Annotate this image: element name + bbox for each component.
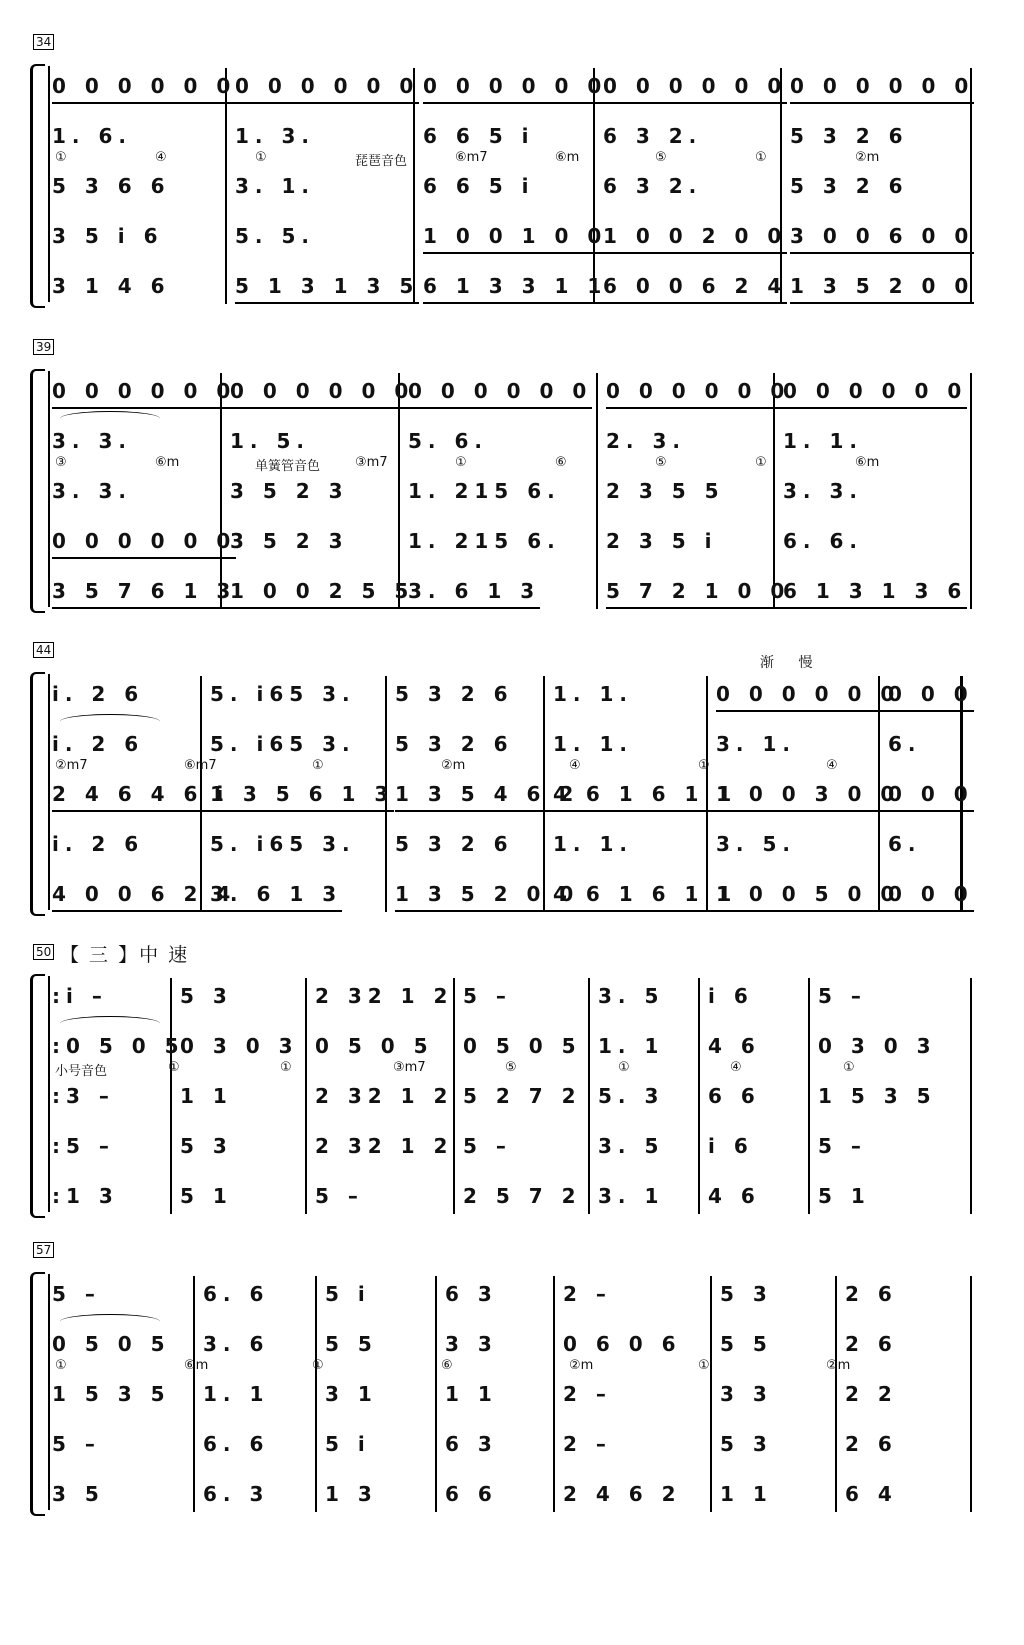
system-bracket [30, 64, 45, 308]
measure-notes: 1 1 [445, 1382, 498, 1406]
measure-notes: 6 6 5 i [423, 124, 535, 148]
measure-notes: 0 6 0 6 [563, 1332, 682, 1356]
measure-notes: 1. 1. [553, 682, 633, 706]
staff-row [52, 379, 980, 407]
measure-notes: 3. 6 1 3 [210, 882, 342, 912]
measure-notes: 3. 1. [716, 732, 796, 756]
measure-notes: 1 5 3 5 [818, 1084, 937, 1108]
chord-annotation: 单簧管音色 [255, 459, 321, 474]
staff-row [52, 124, 980, 152]
measure-notes: 1 0 0 5 0 0 [716, 882, 900, 912]
measure-notes: 3 5 i 6 [52, 224, 164, 248]
system-bracket [30, 974, 45, 1218]
measure-notes: 5 – [315, 1184, 364, 1208]
staff-row [52, 882, 980, 910]
measure-notes: 3. 1 [598, 1184, 665, 1208]
system-bracket [30, 1272, 45, 1516]
system-barline-start [48, 371, 50, 607]
measure-notes: 2 – [563, 1282, 612, 1306]
measure-notes: 3 5 2 3 [230, 479, 349, 503]
measure-notes: 3. 6 [203, 1332, 270, 1356]
measure-notes: 3. 5 [598, 1134, 665, 1158]
measure-number: 39 [33, 339, 54, 355]
measure-notes: 5. i65 3. [210, 732, 356, 756]
score-system [0, 340, 1024, 625]
staff-row [52, 984, 980, 1012]
chord-annotation: ① [618, 1060, 630, 1075]
system-barline-start [48, 674, 50, 910]
chord-annotation: ⑥ [555, 455, 567, 470]
measure-notes: 1 5 3 5 [52, 1382, 171, 1406]
measure-notes: 0 0 0 0 0 0 [52, 74, 236, 104]
measure-notes: :i – [52, 984, 108, 1008]
system-bracket [30, 672, 45, 916]
measure-notes: 1. 215 6. [408, 479, 561, 503]
measure-notes: 6. [888, 832, 922, 856]
measure-notes: 2 32 1 2 [315, 1084, 454, 1108]
measure-notes: 5 – [818, 984, 867, 1008]
measure-notes: 2 3 5 5 [606, 479, 725, 503]
system-bracket [30, 369, 45, 613]
measure-notes: 1 3 5 2 0 0 [790, 274, 974, 304]
chord-annotation: ① [255, 150, 267, 165]
measure-notes: 6 3 2. [603, 174, 703, 198]
staff-row [52, 1134, 980, 1162]
measure-notes: 2 5 7 2 [463, 1184, 582, 1208]
measure-notes: 5 1 3 1 3 5 [235, 274, 419, 304]
measure-notes: 3 0 0 6 0 0 [790, 224, 974, 254]
measure-notes: 3. 3. [52, 479, 132, 503]
staff-row [52, 429, 980, 457]
measure-notes: 1. 1. [553, 732, 633, 756]
measure-notes: 4 6 [708, 1034, 761, 1058]
measure-notes: 1. 1 [203, 1382, 270, 1406]
measure-notes: 1. 1 [598, 1034, 665, 1058]
chord-annotation: ① [312, 1358, 324, 1373]
measure-notes: 4 6 1 6 1 1 [553, 782, 737, 812]
chord-annotation: ① [755, 150, 767, 165]
measure-notes: 3 3 [445, 1332, 498, 1356]
slur [60, 1314, 160, 1329]
measure-notes: 6. [888, 732, 922, 756]
measure-notes: 3 3 [720, 1382, 773, 1406]
measure-notes: i 6 [708, 1134, 754, 1158]
measure-notes: 3 5 [52, 1482, 105, 1506]
staff-row [52, 1034, 980, 1062]
tempo-marking: 渐 慢 [760, 655, 823, 671]
measure-notes: 1 1 [720, 1482, 773, 1506]
chord-annotation: ③m7 [393, 1060, 426, 1075]
staff-row [52, 782, 980, 810]
staff-row [52, 1482, 980, 1510]
staff-row [52, 1432, 980, 1460]
measure-notes: 5 i [325, 1432, 371, 1456]
measure-notes: 1 1 [180, 1084, 233, 1108]
measure-notes: 1. 5. [230, 429, 310, 453]
measure-notes: 3 5 2 3 [230, 529, 349, 553]
measure-notes: 0 0 0 0 0 0 [52, 529, 236, 559]
measure-notes: 5 3 2 6 [395, 682, 514, 706]
system-barline-start [48, 1274, 50, 1510]
staff-row [52, 274, 980, 302]
measure-notes: 5 – [52, 1282, 101, 1306]
measure-notes: 6 3 [445, 1282, 498, 1306]
measure-notes: 5. i65 3. [210, 682, 356, 706]
chord-annotation: ②m [441, 758, 466, 773]
chord-annotation: ②m7 [55, 758, 88, 773]
measure-notes: 2 32 1 2 [315, 984, 454, 1008]
measure-notes: 0 0 0 0 0 0 [408, 379, 592, 409]
measure-notes: 3. 5. [716, 832, 796, 856]
chord-annotation: ① [455, 455, 467, 470]
chord-annotation: ④ [155, 150, 167, 165]
measure-notes: 5 2 7 2 [463, 1084, 582, 1108]
measure-notes: 5 1 [180, 1184, 233, 1208]
measure-notes: 6 4 [845, 1482, 898, 1506]
chord-annotation: ②m [826, 1358, 851, 1373]
measure-notes: 0 5 0 5 [52, 1332, 171, 1356]
staff-row [52, 1332, 980, 1360]
measure-notes: 1. 1. [783, 429, 863, 453]
measure-notes: 5 7 2 1 0 0 [606, 579, 790, 609]
measure-notes: 1 0 0 2 0 0 [603, 224, 787, 254]
chord-annotation: ⑥m [555, 150, 580, 165]
measure-notes: 6 3 2. [603, 124, 703, 148]
chord-annotation: ① [280, 1060, 292, 1075]
staff-row [52, 529, 980, 557]
measure-notes: 4 0 0 6 2 4 [52, 882, 236, 912]
measure-notes: 6. 6 [203, 1282, 270, 1306]
staff-row [52, 1282, 980, 1310]
staff-row [52, 174, 980, 202]
measure-notes: :0 5 0 5 [52, 1034, 185, 1058]
score-system [0, 1243, 1024, 1528]
measure-notes: 5 3 2 6 [790, 124, 909, 148]
measure-notes: 5 3 [720, 1432, 773, 1456]
measure-notes: 3. 6 1 3 [408, 579, 540, 609]
measure-notes: 0 0 0 [888, 682, 974, 712]
chord-annotation: ⑤ [655, 455, 667, 470]
measure-notes: 6. 6. [783, 529, 863, 553]
chord-annotation: ④ [569, 758, 581, 773]
measure-notes: 5 5 [325, 1332, 378, 1356]
chord-annotation: ⑤ [505, 1060, 517, 1075]
measure-notes: 5 – [463, 1134, 512, 1158]
chord-annotation: ③m7 [355, 455, 388, 470]
measure-notes: 5. i65 3. [210, 832, 356, 856]
measure-notes: 3. 3. [52, 429, 132, 453]
chord-annotation: ⑥m7 [455, 150, 488, 165]
chord-annotation: ① [55, 1358, 67, 1373]
measure-notes: 0 5 0 5 [463, 1034, 582, 1058]
measure-notes: 1 0 0 3 0 0 [716, 782, 900, 812]
chord-annotation: ⑥m [155, 455, 180, 470]
measure-notes: 2 – [563, 1382, 612, 1406]
system-barline-start [48, 66, 50, 302]
chord-annotation: ⑥ [441, 1358, 453, 1373]
staff-row [52, 682, 980, 710]
slur [60, 411, 160, 426]
measure-notes: 1. 3. [235, 124, 315, 148]
measure-notes: 2. 3. [606, 429, 686, 453]
measure-notes: 3. 5 [598, 984, 665, 1008]
measure-notes: 5 i [325, 1282, 371, 1306]
system-barline-start [48, 976, 50, 1212]
measure-notes: 0 0 0 0 0 0 [783, 379, 967, 409]
measure-notes: 2 – [563, 1432, 612, 1456]
chord-annotation: ⑥m [184, 1358, 209, 1373]
measure-notes: 4 6 [708, 1184, 761, 1208]
measure-notes: 0 3 0 3 [818, 1034, 937, 1058]
measure-notes: 0 0 0 [888, 882, 974, 912]
measure-notes: i. 2 6 [52, 732, 145, 756]
measure-notes: :1 3 [52, 1184, 119, 1208]
measure-notes: 0 3 0 3 [180, 1034, 299, 1058]
measure-notes: 1 3 5 2 0 0 [395, 882, 579, 912]
measure-notes: 5 – [52, 1432, 101, 1456]
measure-notes: 2 6 [845, 1432, 898, 1456]
measure-notes: 6 6 [708, 1084, 761, 1108]
score-system [0, 35, 1024, 320]
measure-notes: 0 0 0 0 0 0 [423, 74, 607, 104]
measure-number: 34 [33, 34, 54, 50]
chord-annotation: ① [698, 1358, 710, 1373]
chord-annotation: ① [698, 758, 710, 773]
measure-notes: 5. 6. [408, 429, 488, 453]
measure-number: 44 [33, 642, 54, 658]
measure-notes: 3. 1. [235, 174, 315, 198]
measure-notes: 2 32 1 2 [315, 1134, 454, 1158]
slur [60, 714, 160, 729]
chord-annotation: ④ [826, 758, 838, 773]
measure-notes: 0 0 0 [888, 782, 974, 812]
measure-notes: 5 3 2 6 [790, 174, 909, 198]
staff-row [52, 1382, 980, 1410]
measure-notes: 5 3 [720, 1282, 773, 1306]
measure-notes: 6 0 0 6 2 4 [603, 274, 787, 304]
chord-annotation: 琵琶音色 [355, 154, 408, 169]
staff-row [52, 224, 980, 252]
measure-notes: 6 1 3 3 1 1 [423, 274, 607, 304]
chord-annotation: ⑥m7 [184, 758, 217, 773]
measure-notes: 5 – [463, 984, 512, 1008]
measure-notes: i. 2 6 [52, 682, 145, 706]
chord-annotation: ②m [569, 1358, 594, 1373]
measure-notes: i 6 [708, 984, 754, 1008]
staff-row [52, 1184, 980, 1212]
measure-notes: 6. 6 [203, 1432, 270, 1456]
measure-notes: 5 3 6 6 [52, 174, 171, 198]
measure-notes: 3. 3. [783, 479, 863, 503]
measure-notes: 2 6 [845, 1332, 898, 1356]
measure-notes: 6. 3 [203, 1482, 270, 1506]
measure-notes: 4 6 1 6 1 1 [553, 882, 737, 912]
measure-notes: 5 3 [180, 1134, 233, 1158]
measure-notes: 3 1 [325, 1382, 378, 1406]
chord-annotation: ① [55, 150, 67, 165]
measure-notes: :3 – [52, 1084, 115, 1108]
chord-annotation: ① [312, 758, 324, 773]
measure-notes: 6 6 [445, 1482, 498, 1506]
staff-row [52, 479, 980, 507]
score-system [0, 643, 1024, 928]
chord-annotation: ②m [855, 150, 880, 165]
measure-number: 57 [33, 1242, 54, 1258]
chord-annotation: ⑥m [855, 455, 880, 470]
measure-notes: 0 0 0 0 0 0 [790, 74, 974, 104]
staff-row [52, 579, 980, 607]
chord-annotation: ④ [730, 1060, 742, 1075]
measure-notes: 0 0 0 0 0 0 [52, 379, 236, 409]
measure-notes: 0 0 0 0 0 0 [603, 74, 787, 104]
measure-notes: i. 2 6 [52, 832, 145, 856]
measure-notes: 1. 6. [52, 124, 132, 148]
staff-row [52, 732, 980, 760]
measure-notes: 0 0 0 0 0 0 [716, 682, 900, 712]
chord-annotation: ⑤ [655, 150, 667, 165]
measure-notes: 0 5 0 5 [315, 1034, 434, 1058]
measure-notes: 5 1 [818, 1184, 871, 1208]
measure-notes: 6 3 [445, 1432, 498, 1456]
measure-notes: 1 3 5 6 1 3 [210, 782, 394, 812]
measure-notes: 5. 5. [235, 224, 315, 248]
measure-notes: 5 3 2 6 [395, 832, 514, 856]
score-system [0, 944, 1024, 1230]
chord-annotation: ① [168, 1060, 180, 1075]
chord-annotation: ① [843, 1060, 855, 1075]
measure-notes: 2 6 [845, 1282, 898, 1306]
measure-notes: 5 – [818, 1134, 867, 1158]
measure-notes: 1 3 5 4 6 2 [395, 782, 579, 812]
chord-annotation: ① [755, 455, 767, 470]
measure-notes: 0 0 0 0 0 0 [235, 74, 419, 104]
measure-notes: 2 2 [845, 1382, 898, 1406]
measure-notes: :5 – [52, 1134, 115, 1158]
measure-notes: 0 0 0 0 0 0 [606, 379, 790, 409]
measure-notes: 0 0 0 0 0 0 [230, 379, 414, 409]
measure-notes: 5 3 [180, 984, 233, 1008]
staff-row [52, 1084, 980, 1112]
measure-number: 50 [33, 944, 54, 960]
measure-notes: 5 3 2 6 [395, 732, 514, 756]
measure-notes: 5 5 [720, 1332, 773, 1356]
measure-notes: 1. 215 6. [408, 529, 561, 553]
slur [60, 1016, 160, 1031]
measure-notes: 2 3 5 i [606, 529, 718, 553]
measure-notes: 6 6 5 i [423, 174, 535, 198]
measure-notes: 1 0 0 1 0 0 [423, 224, 607, 254]
chord-annotation: 小号音色 [55, 1064, 108, 1079]
measure-notes: 2 4 6 4 6 i [52, 782, 229, 812]
measure-notes: 1 0 0 2 5 5 [230, 579, 414, 609]
measure-notes: 1. 1. [553, 832, 633, 856]
section-title: 【 三 】中 速 [60, 944, 190, 966]
staff-row [52, 74, 980, 102]
measure-notes: 6 1 3 1 3 6 [783, 579, 967, 609]
measure-notes: 3 1 4 6 [52, 274, 171, 298]
measure-notes: 5. 3 [598, 1084, 665, 1108]
measure-notes: 2 4 6 2 [563, 1482, 682, 1506]
measure-notes: 1 3 [325, 1482, 378, 1506]
staff-row [52, 832, 980, 860]
chord-annotation: ③ [55, 455, 67, 470]
measure-notes: 3 5 7 6 1 3 [52, 579, 236, 609]
